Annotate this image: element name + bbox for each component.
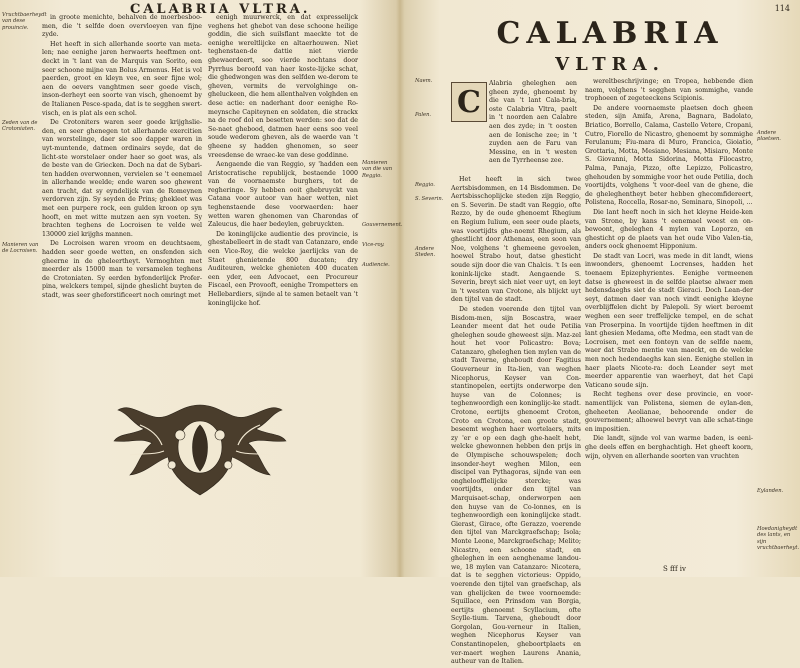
decorative-ornament-icon (110, 395, 290, 505)
page-subtitle: VLTRA. (555, 54, 665, 75)
paragraph: Het heeft in sich allerhande soorte van meta-len; nae eenighe jaren herwaerts heeftmen ont-deckt in 't lant van de Marquis van Sorito, een seer schoone mijne van Bolus Armenus. Het is vol paerden, groot en kleyn vee, en seer fijne wol; aen de oevers vanghtmen seer goede visch, inson-derheyt een soorte van visch, ghenoemt by de Italianen Pesce-spada, dat is te segghen swert-visch, en is plat als een schol. (42, 40, 202, 117)
paragraph: Aengaende die van Reggio, sy 'hadden een Aristocratische republijck, bestaende 1000 van de voornaemste burghers, tot de regheringe. Sy hebben ooit ghebruyckt van Catana voor autoor van haer wetten, niet teghenstaende dese voorwaerden: haer wetten waren ghenomen van Charondas of Zaleucus, die haer bedeylen, gebruyckten. (208, 161, 358, 229)
paragraph: Alabria gheleghen aen gheen zyde, ghenoemt by die van 't lant Cala-bria, oste Calabria Vltra, paelt in 't noorden aen Calabre aen des zyde; in 't oosten aen de Ionische zee; in 't zuyden aen de Faru van Messine, en in 't westen aen de Tyrrheense zee. (489, 80, 577, 165)
margin-note: Palen. (415, 112, 432, 118)
paragraph: Het heeft in sich twee Aertsbisdommen, en 14 Bisdommen. De Aertsbisschoplijcke steden zijn Reggio, en S. Severin. De stadt van Reggio, ofte Rezzo, by de oude ghenoemt Rhegium en Regium Iulium, een seer oude plaets, was voortijdts ghe-noemt Rhegium, als ghestlicht door Athenaas, een soon van Noe, volghens 't ghemeene gevoelen, hoewel Strabo hout, datse ghesticht soude sijn door die van Chalcis. 't Is een konink-lijcke stadt. Aengaende S. Severin, breyt sich niet veer uyt, en leyt in 't westen van Crotone, als blijckt uyt den tijtel van de stadt. (451, 176, 581, 304)
margin-note: Andere plaetsen. (757, 130, 781, 143)
margin-note: Andere Steden. (415, 246, 436, 259)
signature-mark: S fff iv (663, 565, 687, 573)
left-column-1 (42, 14, 202, 302)
paragraph: De steden voerende den tijtel van Bisdom-men, sijn Boscastra, waer Leander meent dat het oude Petilia gheleghen soude gheweest sijn. Maz-zel hout het voor Policastro: Bova; Catanzaro, gheleghen tien mylen van de stadt Taverne, gheboudt door Fagitius Gouverneur in Ita-lien, van weghen Nicephorus, Keyser van Con-stantinopelen, eertijts onderworpe den huyse van de Colonnes; is teghenwoordigh een koninglijc-ke stadt. Crotone, eertijts ghenoemt Croton, Croto en Crotona, een groote stadt, beseemt weghen haer wortelaers, mits zy 'er e op een dagh ghe-haelt hebt, welcke ghewonnen hebben den prijs in de Olympische schouwspelen; doch insonder-heyt weghen Milon, een discipel van Pythagoras, sijnde van een ongheloofflelijcke stercke; was voortijdts, onder den tijtel van Marquisaet-schap, onderworpen aen den huyse van de Co-lonnes, en is teghenwoordigh een koninglijcke stadt. Gierast, Girace, ofte Gerazzo, voerende den tijtel van Marckgraefschap; Isola; Monte Leone, Marckgraefschap; Melito; Nicastro, een schoone stadt, en gheleghen in een aenghename landou-we, 18 mylen van Catanzaro: Nicotera, dat is te segghen victorieus: Oppido, voerende den tijtel van graefschap, als van ghelijcken de twee voornoemde: Squillace, een Prinsdom van Borgia, eertijts ghenoemt Scyllacium, ofte Scylle-tium. Tarvena, gheboudt door Gorgolan, Gou-verneur in Italien, weghen Nicephorus Keyser van Constantinopelen, gheboortplaets en ver-maert weghen Laurens Anania, autheur van de Italien. (451, 305, 581, 666)
margin-note: Zeden van de Crotoniaten. (2, 120, 38, 133)
paragraph: De Crotoniters waren seer goede krijghslie-den, en seer ghenegen tot allerhande exercitien van worstelinge, daer sie soo dapper waren in uyt-muntende, datmen ordinairs seyde, dat de licht-ste worstelaer onder haer so goet was, als de beste van de Griecken. Doch na dat de Sybari-ten hadden overwonnen, vervielen se 't eenemael in allerhande weelde; ende waren soo ghewent aen tracht, dat sy eyndelijck van de Romeynen verdorven zijn. Sy seyden de Prins; ghekleet was met een purpere rock, een gulden kroon op syn hooft, en met witte mutzen aen syn voeten. Sy brachten teghens de Locroisen te velde wel 130000 ziel krijghs mannen. (42, 119, 202, 238)
page-number: 114 (774, 4, 790, 13)
page-title: CALABRIA (496, 16, 724, 51)
running-head: CALABRIA VLTRA. (130, 2, 311, 17)
paragraph: Recht teghens over dese provincie, en voor-namentlijck van Polistena, siemen de eylan-den, gheheeten Aeolianae, behoorende onder de gouvernement; alhoewel bevryt van alle schat-tinge en impositien. (585, 391, 753, 433)
right-page (405, 0, 800, 666)
margin-note: S. Severin. (415, 196, 444, 202)
margin-note: Gouvernement. (362, 222, 403, 228)
margin-note: Audiencie. (362, 262, 390, 268)
margin-note: Manieren van die van Reggio. (362, 160, 393, 179)
paragraph: Die lant heeft noch in sich het kleyne Heide-ken van Strone, by kans 't eenemael woest en on-bewoont, gheleghen 4 mylen van Loporzo, en ghesticht op de plaets van het oude Vibo Valen-tia, anders oock ghenoemt Hipponium. (585, 208, 753, 251)
paragraph: De koninglijcke audientie des provincie, is ghestabelleert in de stadt van Catanzaro, ende een Vice-Roy, die welcke jaerlijcks van de Staet ghenietende 800 ducaten; dry Auditeuren, welcke ghenieten 400 ducaten een yder, een Advocaet, een Procureur Fiscael, een Provooft, eenighe Trompetters en Hellebardiers, sijnde al te samen betaelt van 't koninglijcke hof. (208, 230, 358, 307)
margin-note: Reggio. (415, 182, 435, 188)
paragraph: wereltbeschrijvinge; en Tropea, hebbende dien naem, volghens 't segghen van sommighe, vande trophoeen of zegeteeckens Scipionis. (585, 78, 753, 103)
paragraph: in groote menichte, behalven de moerbesboo-men, die 't selfde doen overvloeyen van fijne zyde. (42, 14, 202, 39)
drop-capital: C (451, 82, 487, 122)
paragraph: eenigh muurwerck, en dat expresselijck veghens het ghebot van dese schoone heilige goddin, die sich suilsflant maeckte tot de eenighe wereltlijcke en altaerhouwen. Niet teghenstaen-de dattie niet vierde ghewaerdeert, soo vierde nochtans door Pyrrhus beroofd van haer koste-lijcke schat, die ghedwongen was den selfden we-derom te gheven, vermits de vervolghinge on-gheluckeen, die hem allenthalven volghden en dese actie: en naderhant door eenighe Ro-meynsche Capiteynen en soldaten, die strackx na de roof dol en besetten werden: soo dat de Se-naet ghebood, datmen haer eens soo veel soude wederom gheven, als de waerde van 't gheene sy hadden ghenomen, so seer vreesdense de wraec-ke van dese goddinne. (208, 14, 358, 159)
margin-note: Vruchtbaerheydt van dese prouincie. (2, 12, 47, 31)
right-column-2 (585, 78, 753, 462)
margin-note: Manieren van de Locroisen. (2, 242, 39, 255)
margin-note: Hoedanigheydt des lants, en sijn vruchtbaerheyt. (757, 526, 800, 552)
paragraph: De Locroisen waren vroom en deuchtsaem, hadden seer goede wetten, en onsfenden sich gheerne in de gheleertheyt. Vermoghten met meerder als 15000 man te versamelen teghens de Crotoniaten. Sy eerden byfonderlijck Profer-pina, welckers tempel, sijnde gheslicht buyten de stadt, was seer gheforstificeert noch omringt met (42, 240, 202, 299)
paragraph: Die landt, sijnde vol van warme baden, is eeni-ghe deels effen en berghachtigh. Het gheeft koorn, wijn, olyven en allerhande soorten van vruchten (585, 435, 753, 460)
left-page (0, 0, 403, 577)
left-column-2 (208, 14, 358, 309)
margin-note: Eylanden. (757, 488, 784, 494)
paragraph: De stadt van Locri, was mede in dit landt, wiens inwoonders, ghenoemt Locrenses, hadden het toenaem Epizephyrientes. Eenighe vermeenen datse is gheweest in de selfde plaetse alwaer men hedensdaeghs siet de stadt Gieraci. Doch Lean-der seyt, datmen daer van noch vindt eenighe kleyne overblijffelen dicht by Palepoli. Sy wiert beroemt weghen een seer treffelijcke tempel, en de schat van Proserpina. In voortijde tijden heeftmen in dit lant ghesien Medama, ofte Medma, een stadt van de Locroisen, met een fonteyn van de selfde naem, waer dat Strabo mentie van maeckt, en de welcke men noch hedendaeghs kan sien. Eenighe stellen in haer plaets Nicote-ra: doch Leander seyt met meerder apparentie van waerheyt, dat het Capi Vaticano soude sijn. (585, 252, 753, 389)
right-column-1 (451, 176, 581, 668)
margin-note: Vice-roy. (362, 242, 385, 248)
margin-note: Naem. (415, 78, 433, 84)
right-intro (489, 80, 577, 167)
paragraph: De andere voornaemste plaetsen doch gheen steden, sijn Amifa, Arena, Bagnara, Badolato, Briatico, Borrello, Calama, Castello Vetere, Cropani, Cutro, Fiorello de Nicastro, ghenoemt by sommighe Ferulanum; Fiu-mara di Muro, Francica, Gioiatio, Grottaria, Motta, Mesiano, Mesiana, Misiaro, Monte S. Giovanni, Motta Sidorina, Motta Filocastro, Palma, Panaja, Pizzo, ofte Lepizzo, Policastro, ghehouden by sommighe voor het oude Petilia, doch voortijdts, volghens 't voor-deel van de ghene, die de gheleghentheyt beter hebben ghecomfidereert, Polistena, Roccella, Rosar-no, Seminara, Sinopoli, ... (585, 104, 753, 207)
